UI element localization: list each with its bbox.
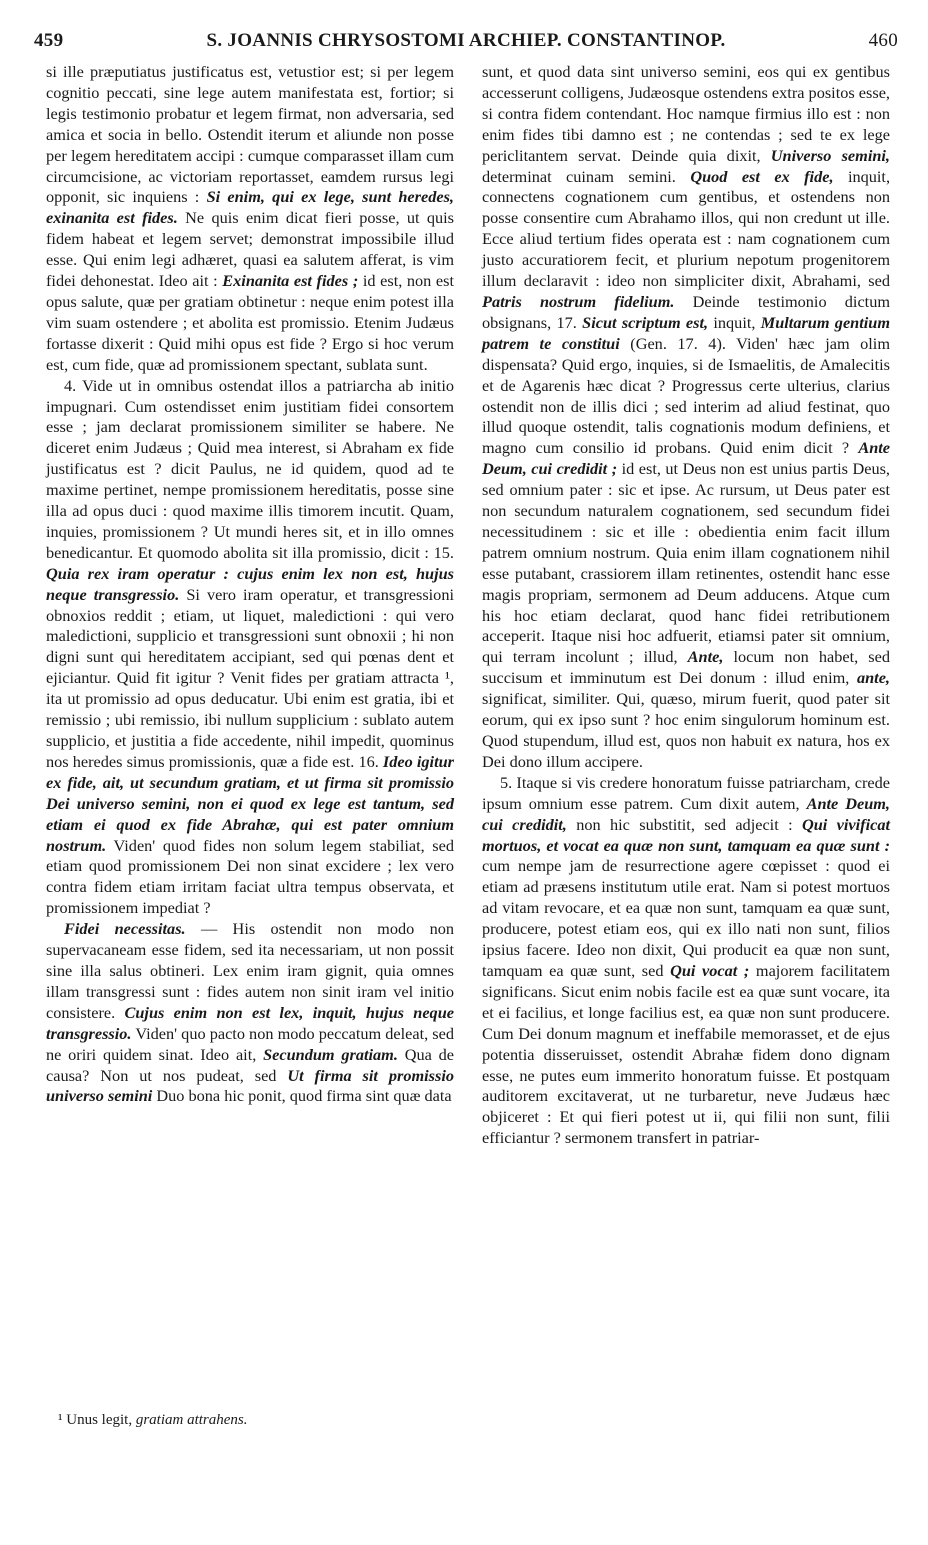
text-run: non hic substitit, sed adjecit : bbox=[566, 814, 802, 834]
page-number-right: 460 bbox=[868, 30, 898, 51]
italic-text-run: Sicut scriptum est, bbox=[582, 312, 709, 332]
text-run: id est, non est opus salute, quæ per gratiam obtinetur : neque enim potest illa vim suam ostendere ; et abolita est promissio. Etenim Judæus fortasse dixerit : Quid mihi opus est fide ? Ergo si hoc verum est, cum fide, quæ ad promissionem spectant, sublata sunt. bbox=[46, 271, 455, 374]
text-run: id est, ut Deus non est unius partis Deus, sed omnium pater : sic et ipse. Ac rursum, ut Deus pater est non secundum naturalem cognationem, sed secundum fidei necessitudinem : sic et ille : obedientia enim facit illum patrem omnium nostrum. Quia enim illam cognationem nihil esse putabant, crassiorem illam retinentes, ostendit hanc esse magis propriam, sermonem ad Deum adducens. Atque cum his hoc etiam declarat, quod hanc fidei retributionem acceperit. Itaque nisi hoc adfuerit, etiamsi pater sit omnium, qui terram incolunt ; illud, bbox=[482, 459, 890, 667]
italic-text-run: ante, bbox=[856, 668, 890, 688]
paragraph bbox=[482, 773, 890, 1149]
italic-text-run: Qui vivificat mortuos, et vocat ea quæ non sunt, tamquam ea quæ sunt : bbox=[482, 814, 890, 855]
italic-text-run: Fidei necessitas. bbox=[64, 919, 186, 939]
paragraph bbox=[46, 62, 454, 376]
italic-text-run: Quia rex iram operatur : cujus enim lex non est, hujus neque transgressio. bbox=[46, 563, 454, 604]
italic-text-run: Ut firma sit promissio universo semini bbox=[46, 1065, 454, 1106]
italic-text-run: Cujus enim non est lex, inquit, hujus neque transgressio. bbox=[46, 1002, 454, 1043]
italic-text-run: Ante Deum, cui credidit, bbox=[482, 793, 890, 834]
text-run: Viden' quo pacto non modo peccatum deleat, sed ne oriri quidem sinat. Ideo ait, bbox=[46, 1023, 454, 1064]
text-run: majorem facilitatem significans. Sicut enim nobis facile est ea quæ sunt vocare, ita et ei facilius, et longe facilius est, ea quæ non sunt producere. Cum Dei donum magnum et ineffabile memorasset, et de ejus potentia disseruisset, ostendit Abrahæ fidem dono dignam esse, ne putes eum immerito honoratum fuisse. Et postquam auditorem excitaverat, ut ne turbaretur, neve Judæus hæc objiceret : Et qui fieri potest ut ii, qui filii non sunt, filii efficiantur ? sermonem transfert in patriar- bbox=[482, 960, 890, 1148]
footnote-marker: ¹ bbox=[58, 1412, 63, 1428]
italic-text-run: Multarum gentium patrem te constitui bbox=[482, 312, 890, 353]
italic-text-run: Ideo igitur ex fide, ait, ut secundum gratiam, et ut firma sit promissio Dei universo semini, non ei quod ex lege est tantum, sed etiam ei quod ex fide Abrahæ, qui est pater omnium nostrum. bbox=[46, 751, 454, 855]
text-run: locum non habet, sed succisum et imminutum est Dei donum : illud enim, bbox=[482, 647, 890, 688]
paragraph bbox=[46, 376, 454, 920]
text-run: cum nempe jam de resurrectione agere cœpisset : quod ei etiam ad præsens institutum utile erat. Nam si potest mortuos ad vitam revocare, et ea quæ non sunt, tamquam ea quæ sunt, producere, potest etiam eos, qui ex illo nati non sunt, filios ipsius facere. Ideo non dixit, Qui producit ea quæ non sunt, tamquam ea quæ sunt, sed bbox=[482, 856, 890, 980]
text-run: Duo bona hic ponit, quod firma sint quæ data bbox=[152, 1086, 452, 1106]
page-number-left: 459 bbox=[34, 30, 64, 51]
text-run: sunt, et quod data sint universo semini, eos qui ex gentibus accesserunt colligens, Judæosque ostendens extra positos esse, si contra fidem contendant. Hoc namque firmius illo est : non enim fides tibi damno est ; ne contendas ; sed te ex lege periclitantem servat. Deinde quia dixit, bbox=[482, 62, 890, 165]
text-run: 4. Vide ut in omnibus ostendat illos a patriarcha ab initio impugnari. Cum ostendisset enim justitiam fidei consortem esse ; jam declarat promissionem similiter se habere. Ne diceret enim Judæus ; Quid mea interest, si Abraham ex fide justificatus est ? dicit Paulus, ne id quidem, quod ad te maxime pertinet, nempe promissionem hereditatis, posse sine illa ad opus duci : quod maxime illis timorem incutit. Quam, inquies, promissionem ? Ut mundi heres sit, et in illo omnes benedicantur. Et quomodo abolita sit illa promissio, dicit : 15. bbox=[46, 375, 454, 562]
italic-text-run: Ante, bbox=[687, 647, 724, 667]
text-run: (Gen. 17. 4). Viden' hæc jam olim dispensata? Quid ergo, inquies, si de Ismaelitis, de Amalecitis et de Agarenis hæc dicat ? Progressus certe ulterius, clarius ostendit non de illis dici ; sed interim ad aliud festinat, quo illud quoque ostendit, talis cognationis modum definiens, et magno cum consilio id probans. Quid enim dicit ? bbox=[482, 333, 890, 458]
paragraph bbox=[482, 62, 890, 773]
running-header bbox=[28, 30, 904, 54]
text-run: inquit, bbox=[708, 312, 761, 332]
text-run: Qua de causa? Non ut nos pudeat, sed bbox=[46, 1044, 454, 1085]
left-column bbox=[46, 62, 454, 1107]
italic-text-run: Qui vocat ; bbox=[670, 960, 750, 980]
italic-text-run: Patris nostrum fidelium. bbox=[482, 291, 675, 311]
text-run: Viden' quod fides non solum legem stabiliat, sed etiam quod promissionem Dei non sinat excidere ; lex vero contra fidem etiam irritam faciat ultra tempus observata, et promissionem impediat ? bbox=[46, 835, 454, 918]
paragraph bbox=[46, 919, 454, 1107]
footnote bbox=[58, 1411, 458, 1429]
right-column bbox=[482, 62, 890, 1149]
italic-text-run: Exinanita est fides ; bbox=[222, 271, 359, 291]
text-run: determinat cuinam semini. bbox=[482, 166, 691, 186]
footnote-text: Unus legit, bbox=[66, 1412, 136, 1428]
italic-text-run: Si enim, qui ex lege, sunt heredes, exinanita est fides. bbox=[46, 187, 454, 228]
text-run: Si vero iram operatur, et transgressioni obnoxios reddit ; etiam, ut liquet, maledictioni : qui vero maledictioni, supplicio et transgressioni sunt obnoxii ; hi non digni sunt qui hereditatem accipiant, sed qui pœnas dent et ejiciantur. Quid fit igitur ? Venit fides per gratiam attracta ¹, ita ut promissio ad opus deducatur. Ubi enim est gratia, ibi et remissio ; ubi remissio, ibi nullum supplicium : sublato autem supplicio, et justitia a fide accedente, nihil impedit, quominus nos heredes simus promissionis, quæ a fide est. 16. bbox=[46, 584, 454, 771]
italic-text-run: Quod est ex fide, bbox=[690, 166, 834, 186]
text-run: inquit, connectens cognationem cum gentibus, et ostendens non posse consentire cum Abrahamo illos, qui non credunt ut ille. Ecce aliud tertium fides operata est : nam cognationem cum justo accuratiorem fecit, et plurium nepotum progenitorem illum declaravit : ideo non simpliciter dixit, Abrahami, sed bbox=[482, 166, 891, 291]
text-run: Ne quis enim dicat fieri posse, ut quis fidem habeat et legem servet; demonstrat impossibile illud esse. Qui enim legi adhæret, quasi ea salutem afferat, is vim fidei dehonestat. Ideo ait : bbox=[46, 208, 454, 291]
italic-text-run: Secundum gratiam. bbox=[263, 1044, 398, 1064]
italic-text-run: Ante Deum, cui credidit ; bbox=[482, 438, 890, 479]
italic-text-run: Universo semini, bbox=[770, 145, 890, 165]
text-run: significat, similiter. Qui, quæso, mirum fuerit, quod pater sit eorum, qui ex ipso sunt ? hoc enim singulorum hominum est. Quod stupendum, illud est, quos non habuit ex natura, hos ex Dei dono illum accipere. bbox=[482, 689, 890, 771]
text-run: — His ostendit non modo non supervacaneam esse fidem, sed ita necessariam, ut non possit sine illa salus obtineri. Lex enim iram gignit, quia omnes illam transgressi sunt : fides autem non sinit iram vel initio consistere. bbox=[46, 919, 454, 1022]
text-run: Deinde testimonio dictum obsignans, 17. bbox=[482, 291, 890, 332]
running-title: S. JOANNIS CHRYSOSTOMI ARCHIEP. CONSTANTINOP. bbox=[206, 30, 726, 51]
footnote-italic-text: gratiam attrahens. bbox=[135, 1412, 248, 1428]
text-run: si ille præputiatus justificatus est, vetustior est; si per legem cognitio peccati, sine lege autem manifestata est, fortior; si legis testimonio probatur et legem firmat, non adversaria, sed amica et socia in bello. Ostendit iterum et aliunde non posse per legem hereditatem accipi : cumque comparasset illam cum circumcisione, ac victoriam reportasset, eamdem rursus legi opponit, sic inquiens : bbox=[46, 62, 454, 207]
text-run: 5. Itaque si vis credere honoratum fuisse patriarcham, crede ipsum omnium esse patrem. Cum dixit autem, bbox=[482, 772, 890, 813]
